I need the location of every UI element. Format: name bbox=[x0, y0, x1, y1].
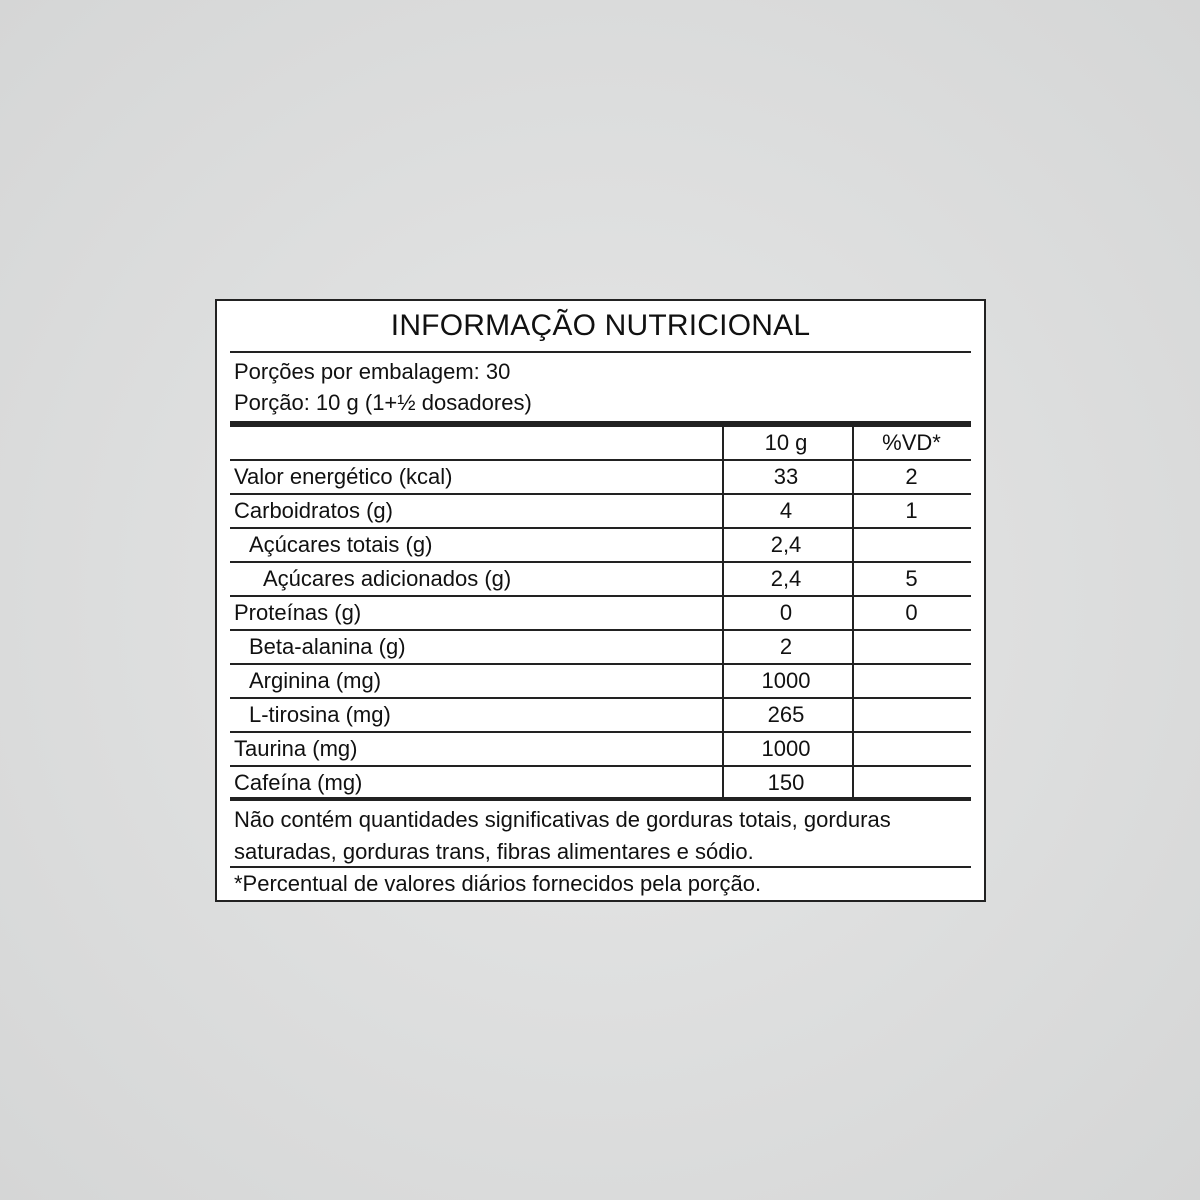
footnote-line: Não contém quantidades significativas de gorduras totais, gorduras bbox=[234, 807, 891, 832]
header-daily-value: %VD* bbox=[882, 430, 941, 455]
nutrition-table bbox=[230, 301, 971, 900]
serving-size: Porção: 10 g (1+½ dosadores) bbox=[234, 390, 532, 415]
nutrient-value: 1000 bbox=[761, 668, 811, 693]
footnote-daily-values: *Percentual de valores diários fornecidos pela porção. bbox=[234, 871, 762, 896]
footnote-not-significant bbox=[234, 804, 891, 868]
nutrient-label: Valor energético (kcal) bbox=[234, 464, 453, 489]
table-row bbox=[230, 733, 971, 767]
table-row bbox=[230, 631, 971, 665]
nutrient-value: 150 bbox=[767, 770, 805, 795]
nutrient-label: Açúcares totais (g) bbox=[249, 532, 433, 557]
nutrient-daily-value: 1 bbox=[905, 498, 918, 523]
table-row bbox=[230, 563, 971, 597]
table-row bbox=[230, 665, 971, 699]
table-header-row bbox=[230, 427, 971, 461]
table-row bbox=[230, 767, 971, 801]
table-row bbox=[230, 495, 971, 529]
table-row bbox=[230, 699, 971, 733]
servings-per-package: Porções por embalagem: 30 bbox=[234, 359, 511, 384]
nutrition-facts-panel bbox=[215, 299, 986, 902]
column-divider bbox=[852, 427, 854, 797]
nutrient-value: 33 bbox=[773, 464, 799, 489]
nutrient-value: 2,4 bbox=[770, 532, 802, 557]
table-row bbox=[230, 597, 971, 631]
nutrient-label: Taurina (mg) bbox=[234, 736, 358, 761]
nutrient-label: Cafeína (mg) bbox=[234, 770, 363, 795]
table-row bbox=[230, 529, 971, 563]
nutrient-label: Carboidratos (g) bbox=[234, 498, 393, 523]
nutrient-value: 4 bbox=[779, 498, 793, 523]
footnote-line: saturadas, gorduras trans, fibras alimentares e sódio. bbox=[234, 839, 754, 864]
nutrient-daily-value: 0 bbox=[905, 600, 918, 625]
nutrient-daily-value: 2 bbox=[905, 464, 918, 489]
nutrient-label: Arginina (mg) bbox=[249, 668, 382, 693]
nutrient-daily-value: 5 bbox=[905, 566, 918, 591]
table-row bbox=[230, 461, 971, 495]
nutrient-value: 0 bbox=[779, 600, 793, 625]
column-divider bbox=[722, 427, 724, 797]
header-portion: 10 g bbox=[764, 430, 808, 455]
nutrient-value: 265 bbox=[767, 702, 805, 727]
nutrient-label: Proteínas (g) bbox=[234, 600, 362, 625]
divider bbox=[230, 351, 971, 353]
nutrient-value: 1000 bbox=[761, 736, 811, 761]
nutrient-value: 2,4 bbox=[770, 566, 802, 591]
nutrient-label: Açúcares adicionados (g) bbox=[263, 566, 512, 591]
table-title: INFORMAÇÃO NUTRICIONAL bbox=[390, 309, 811, 342]
nutrient-label: Beta-alanina (g) bbox=[249, 634, 406, 659]
nutrient-label: L-tirosina (mg) bbox=[249, 702, 391, 727]
nutrient-value: 2 bbox=[779, 634, 793, 659]
